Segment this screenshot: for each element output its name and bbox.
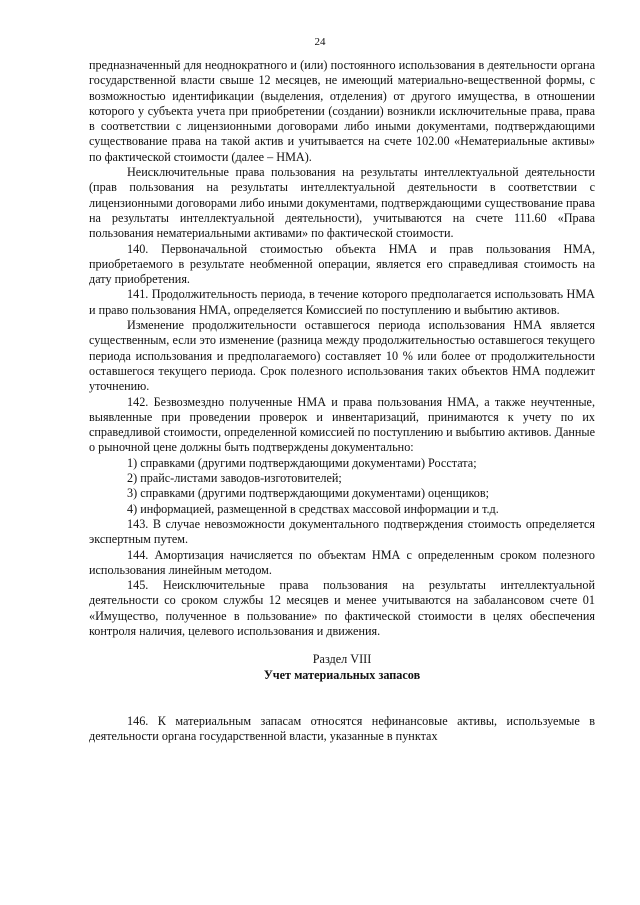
list-item-3: 3) справками (другими подтверждающими документами) оценщиков; — [127, 486, 490, 501]
paragraph-141: 141. Продолжительность периода, в течение которого предполагается использовать НМА и право пользования НМА, определяется Комиссией по поступлению и выбытию активов. — [89, 287, 595, 317]
paragraph-nma-definition: предназначенный для неоднократного и (или) постоянного использования в деятельности органа государственной власти свыше 12 месяцев, не имеющий материально-вещественной формы, с возможностью идентификации (выделения, отделения) от другого имущества, в отношении которого у субъекта учета при приобретении (создании) возникли исключительные права, права в соответствии с лицензионными договорами либо иными документами, подтверждающими существование права на такой актив и учитывается на счете 102.00 «Нематериальные активы» по фактической стоимости (далее – НМА). — [89, 58, 595, 164]
list-item-1: 1) справками (другими подтверждающими документами) Росстата; — [127, 455, 477, 470]
paragraph-140: 140. Первоначальной стоимостью объекта НМА и прав пользования НМА, приобретаемого в результате необменной операции, является его справедливая стоимость на дату приобретения. — [89, 241, 595, 287]
paragraph-nonexclusive-rights: Неисключительные права пользования на результаты интеллектуальной деятельности (прав пользования на результаты интеллектуальной деятельности в соответствии с лицензионными договорами либо иными документами, подтверждающими существование права на результаты интеллектуальной деятельности), учитываются на счете 111.60 «Права пользования нематериальными активами» по фактической стоимости. — [89, 165, 595, 241]
paragraph-period-change: Изменение продолжительности оставшегося периода использования НМА является существенным, если это изменение (разница между продолжительностью оставшегося текущего периода использования и предполагаемого) составляет 10 % или более от продолжительности оставшегося текущего периода. Срок полезного использования таких объектов НМА подлежит уточнению. — [89, 318, 595, 394]
paragraph-146: 146. К материальным запасам относятся нефинансовые активы, используемые в деятельности органа государственной власти, указанные в пунктах — [89, 713, 595, 744]
list-item-4: 4) информацией, размещенной в средствах массовой информации и т.д. — [127, 501, 499, 516]
list-item-2: 2) прайс-листами заводов-изготовителей; — [127, 471, 342, 486]
section-title: Учет материальных запасов — [263, 667, 421, 682]
page-number: 24 — [314, 36, 326, 48]
paragraph-144: 144. Амортизация начисляется по объектам НМА с определенным сроком полезного использования линейным методом. — [89, 547, 595, 577]
paragraph-143: 143. В случае невозможности документального подтверждения стоимость определяется экспертным путем. — [89, 516, 595, 547]
section-spacer — [89, 683, 595, 714]
paragraph-145: 145. Неисключительные права пользования на результаты интеллектуальной деятельности со сроком службы 12 месяцев и менее учитываются на забалансовом счете 01 «Имущество, полученное в пользование» по фактической стоимости в целях обеспечения контроля наличия, целевого использования и движения. — [89, 578, 595, 638]
paragraph-142: 142. Безвозмездно полученные НМА и права пользования НМА, а также неучтенные, выявленные при проведении проверок и инвентаризаций, принимаются к учету по их справедливой стоимости, определенной комиссией по поступлению и выбытию активов. Данные о рыночной цене должны быть подтверждены документально: — [89, 394, 596, 455]
document-body — [89, 58, 595, 744]
section-label: Раздел VIII — [312, 652, 372, 667]
